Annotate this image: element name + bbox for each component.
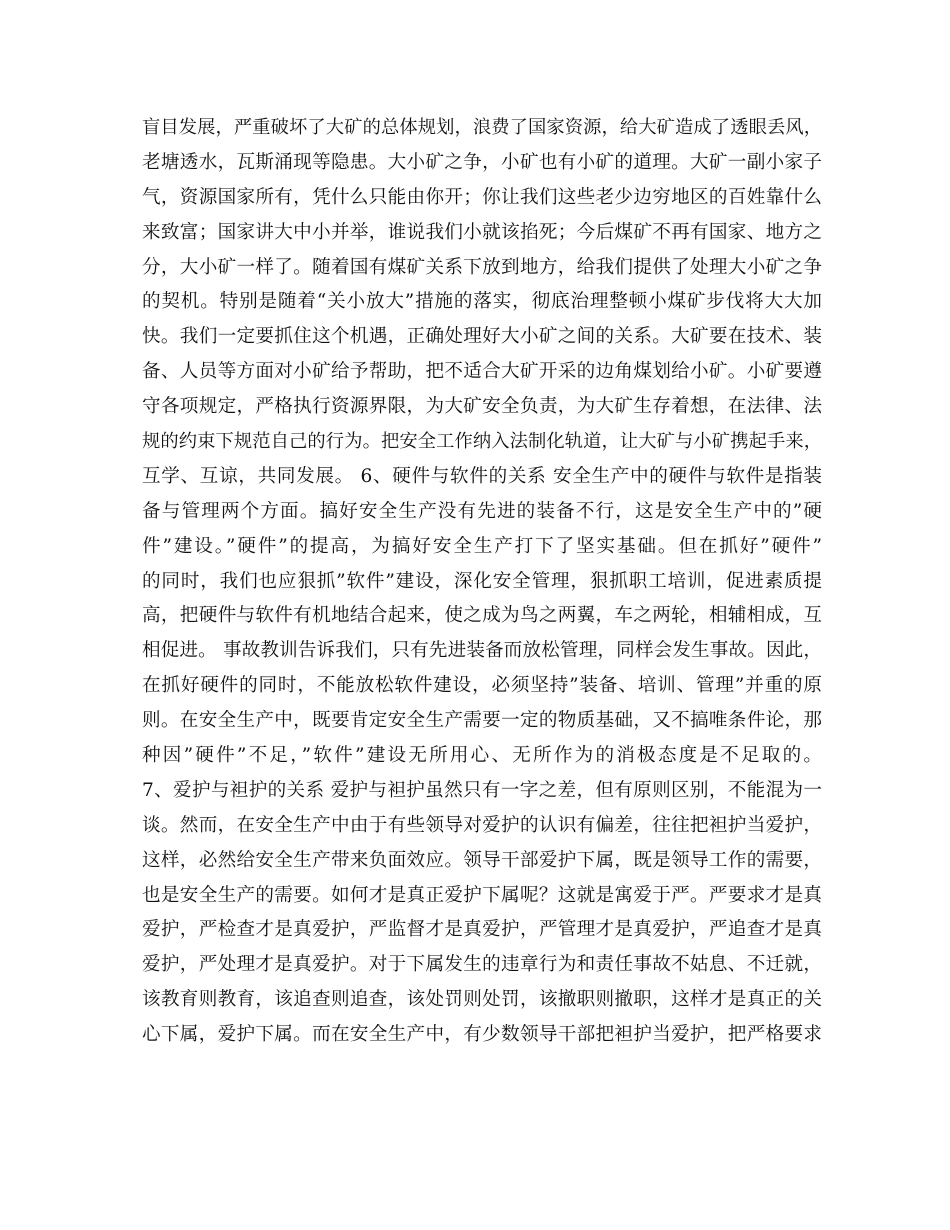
- text-line: 备与管理两个方面。搞好安全生产没有先进的装备不行，这是安全生产中的”硬: [142, 500, 822, 522]
- text-line: 老塘透水，瓦斯涌现等隐患。大小矿之争，小矿也有小矿的道理。大矿一副小家子: [142, 151, 822, 173]
- text-line: 谈。然而，在安全生产中由于有些领导对爱护的认识有偏差，往往把袒护当爱护，: [142, 814, 822, 836]
- text-line: 守各项规定，严格执行资源界限，为大矿安全负责，为大矿生存着想，在法律、法: [142, 396, 822, 418]
- text-line: 备、人员等方面对小矿给予帮助，把不适合大矿开采的边角煤划给小矿。小矿要遵: [142, 361, 822, 383]
- text-line: 心下属，爱护下属。而在安全生产中，有少数领导干部把袒护当爱护，把严格要求: [142, 1024, 822, 1046]
- text-line: 快。我们一定要抓住这个机遇，正确处理好大小矿之间的关系。大矿要在技术、装: [142, 326, 822, 348]
- text-line: 的同时，我们也应狠抓”软件”建设，深化安全管理，狠抓职工培训，促进素质提: [142, 570, 822, 592]
- text-line: 相促进。 事故教训告诉我们，只有先进装备而放松管理，同样会发生事故。因此，: [142, 640, 822, 662]
- text-line: 这样，必然给安全生产带来负面效应。领导干部爱护下属，既是领导工作的需要，: [142, 849, 822, 871]
- text-line: 在抓好硬件的同时，不能放松软件建设，必须坚持”装备、培训、管理”并重的原: [142, 675, 822, 697]
- text-line: 则。在安全生产中，既要肯定安全生产需要一定的物质基础，又不搞唯条件论，那: [142, 710, 822, 732]
- text-line: 种因”硬件”不足，”软件”建设无所用心、无所作为的消极态度是不足取的。: [142, 745, 822, 767]
- text-line: 的契机。特别是随着“关小放大”措施的落实，彻底治理整顿小煤矿步伐将大大加: [142, 291, 822, 313]
- text-line: 互学、互谅，共同发展。 6、硬件与软件的关系 安全生产中的硬件与软件是指装: [142, 465, 822, 487]
- text-line: 也是安全生产的需要。如何才是真正爱护下属呢？这就是寓爱于严。严要求才是真: [142, 884, 822, 906]
- text-line: 规的约束下规范自己的行为。把安全工作纳入法制化轨道，让大矿与小矿携起手来，: [142, 431, 822, 453]
- text-line: 爱护，严处理才是真爱护。对于下属发生的违章行为和责任事故不姑息、不迁就，: [142, 954, 822, 976]
- text-line: 分，大小矿一样了。随着国有煤矿关系下放到地方，给我们提供了处理大小矿之争: [142, 256, 822, 278]
- text-line: 爱护，严检查才是真爱护，严监督才是真爱护，严管理才是真爱护，严追查才是真: [142, 919, 822, 941]
- text-line: 盲目发展，严重破坏了大矿的总体规划，浪费了国家资源，给大矿造成了透眼丢风，: [142, 117, 822, 138]
- text-line: 高，把硬件与软件有机地结合起来，使之成为鸟之两翼，车之两轮，相辅相成，互: [142, 605, 822, 627]
- text-line: 7、爱护与袒护的关系 爱护与袒护虽然只有一字之差，但有原则区别，不能混为一: [142, 779, 822, 801]
- text-line: 气，资源国家所有，凭什么只能由你开；你让我们这些老少边穷地区的百姓靠什么: [142, 186, 822, 208]
- text-line: 件”建设。”硬件”的提高，为搞好安全生产打下了坚实基础。但在抓好”硬件”: [142, 535, 822, 557]
- body-paragraph: [142, 111, 822, 1053]
- text-line: 该教育则教育，该追查则追查，该处罚则处罚，该撤职则撤职，这样才是真正的关: [142, 989, 822, 1011]
- text-line: 来致富；国家讲大中小并举，谁说我们小就该掐死；今后煤矿不再有国家、地方之: [142, 221, 822, 243]
